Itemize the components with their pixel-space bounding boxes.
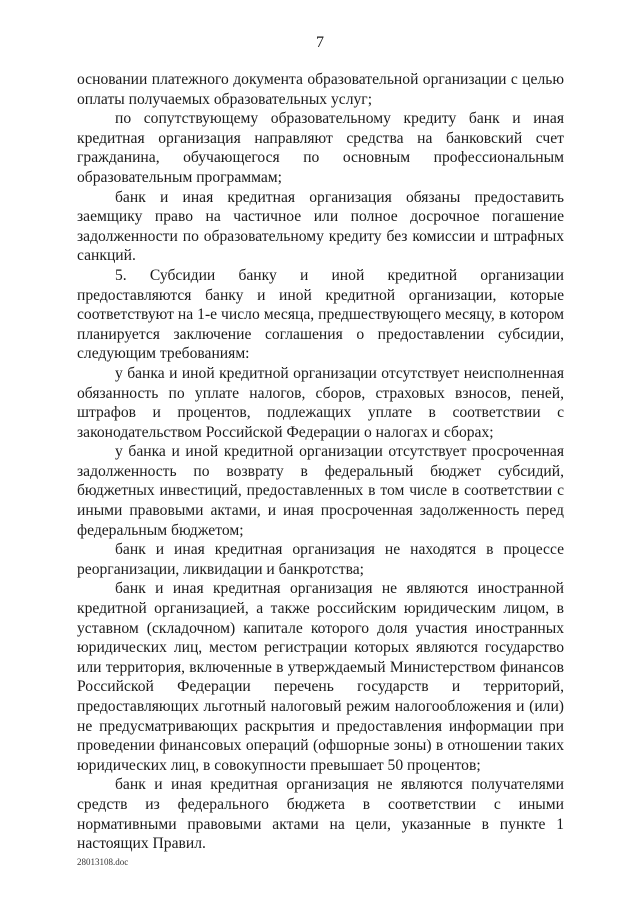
paragraph-payment-basis: основании платежного документа образовательной организации с целью оплаты получаемых образовательных услуг; <box>77 71 564 108</box>
paragraph-budget-debt: у банка и иной кредитной организации отсутствует просроченная задолженность по возврату в федеральный бюджет субсидий, бюджетных инвестиций, предоставленных в том числе в соответствии с иными правовыми актами, и иная просроченная задолженность перед федеральным бюджетом; <box>77 443 564 539</box>
paragraph-accompanying-credit: по сопутствующему образовательному кредиту банк и иная кредитная организация направляют средства на банковский счет гражданина, обучающегося по основным профессиональным образовательным программам; <box>77 110 564 186</box>
paragraph-subsidy-conditions: 5. Субсидии банку и иной кредитной организации предоставляются банку и иной кредитной организации, которые соответствуют на 1-е число месяца, предшествующего месяцу, в котором планируется заключение соглашения о предоставлении субсидии, следующим требованиям: <box>77 266 564 363</box>
paragraph-reorganization: банк и иная кредитная организация не находятся в процессе реорганизации, ликвидации и банкротства; <box>77 541 564 578</box>
page-number: 7 <box>316 34 324 51</box>
document-body <box>77 70 564 854</box>
document-file-code: 28013108.doc <box>77 857 129 867</box>
paragraph-budget-recipients: банк и иная кредитная организация не являются получателями средств из федерального бюджета в соответствии с иными нормативными правовыми актами на цели, указанные в пункте 1 настоящих Правил. <box>77 776 564 853</box>
paragraph-tax-obligations: у банка и иной кредитной организации отсутствует неисполненная обязанность по уплате налогов, сборов, страховых взносов, пеней, штрафов и процентов, подлежащих уплате в соответствии с законодательством Российской Федерации о налогах и сборах; <box>77 364 564 441</box>
paragraph-foreign-organization: банк и иная кредитная организация не являются иностранной кредитной организацией, а также российским юридическим лицом, в уставном (складочном) капитале которого доля участия иностранных юридических лиц, местом регистрации которых являются государство или территория, включенные в утверждаемый Министерством финансов Российской Федерации перечень государств и территорий, предоставляющих льготный налоговый режим налогообложения и (или) не предусматривающих раскрытия и предоставления информации при проведении финансовых операций (офшорные зоны) в отношении таких юридических лиц, в совокупности превышает 50 процентов; <box>77 580 564 774</box>
paragraph-early-repayment: банк и иная кредитная организация обязаны предоставить заемщику право на частичное или полное досрочное погашение задолженности по образовательному кредиту без комиссии и штрафных санкций. <box>77 188 564 265</box>
